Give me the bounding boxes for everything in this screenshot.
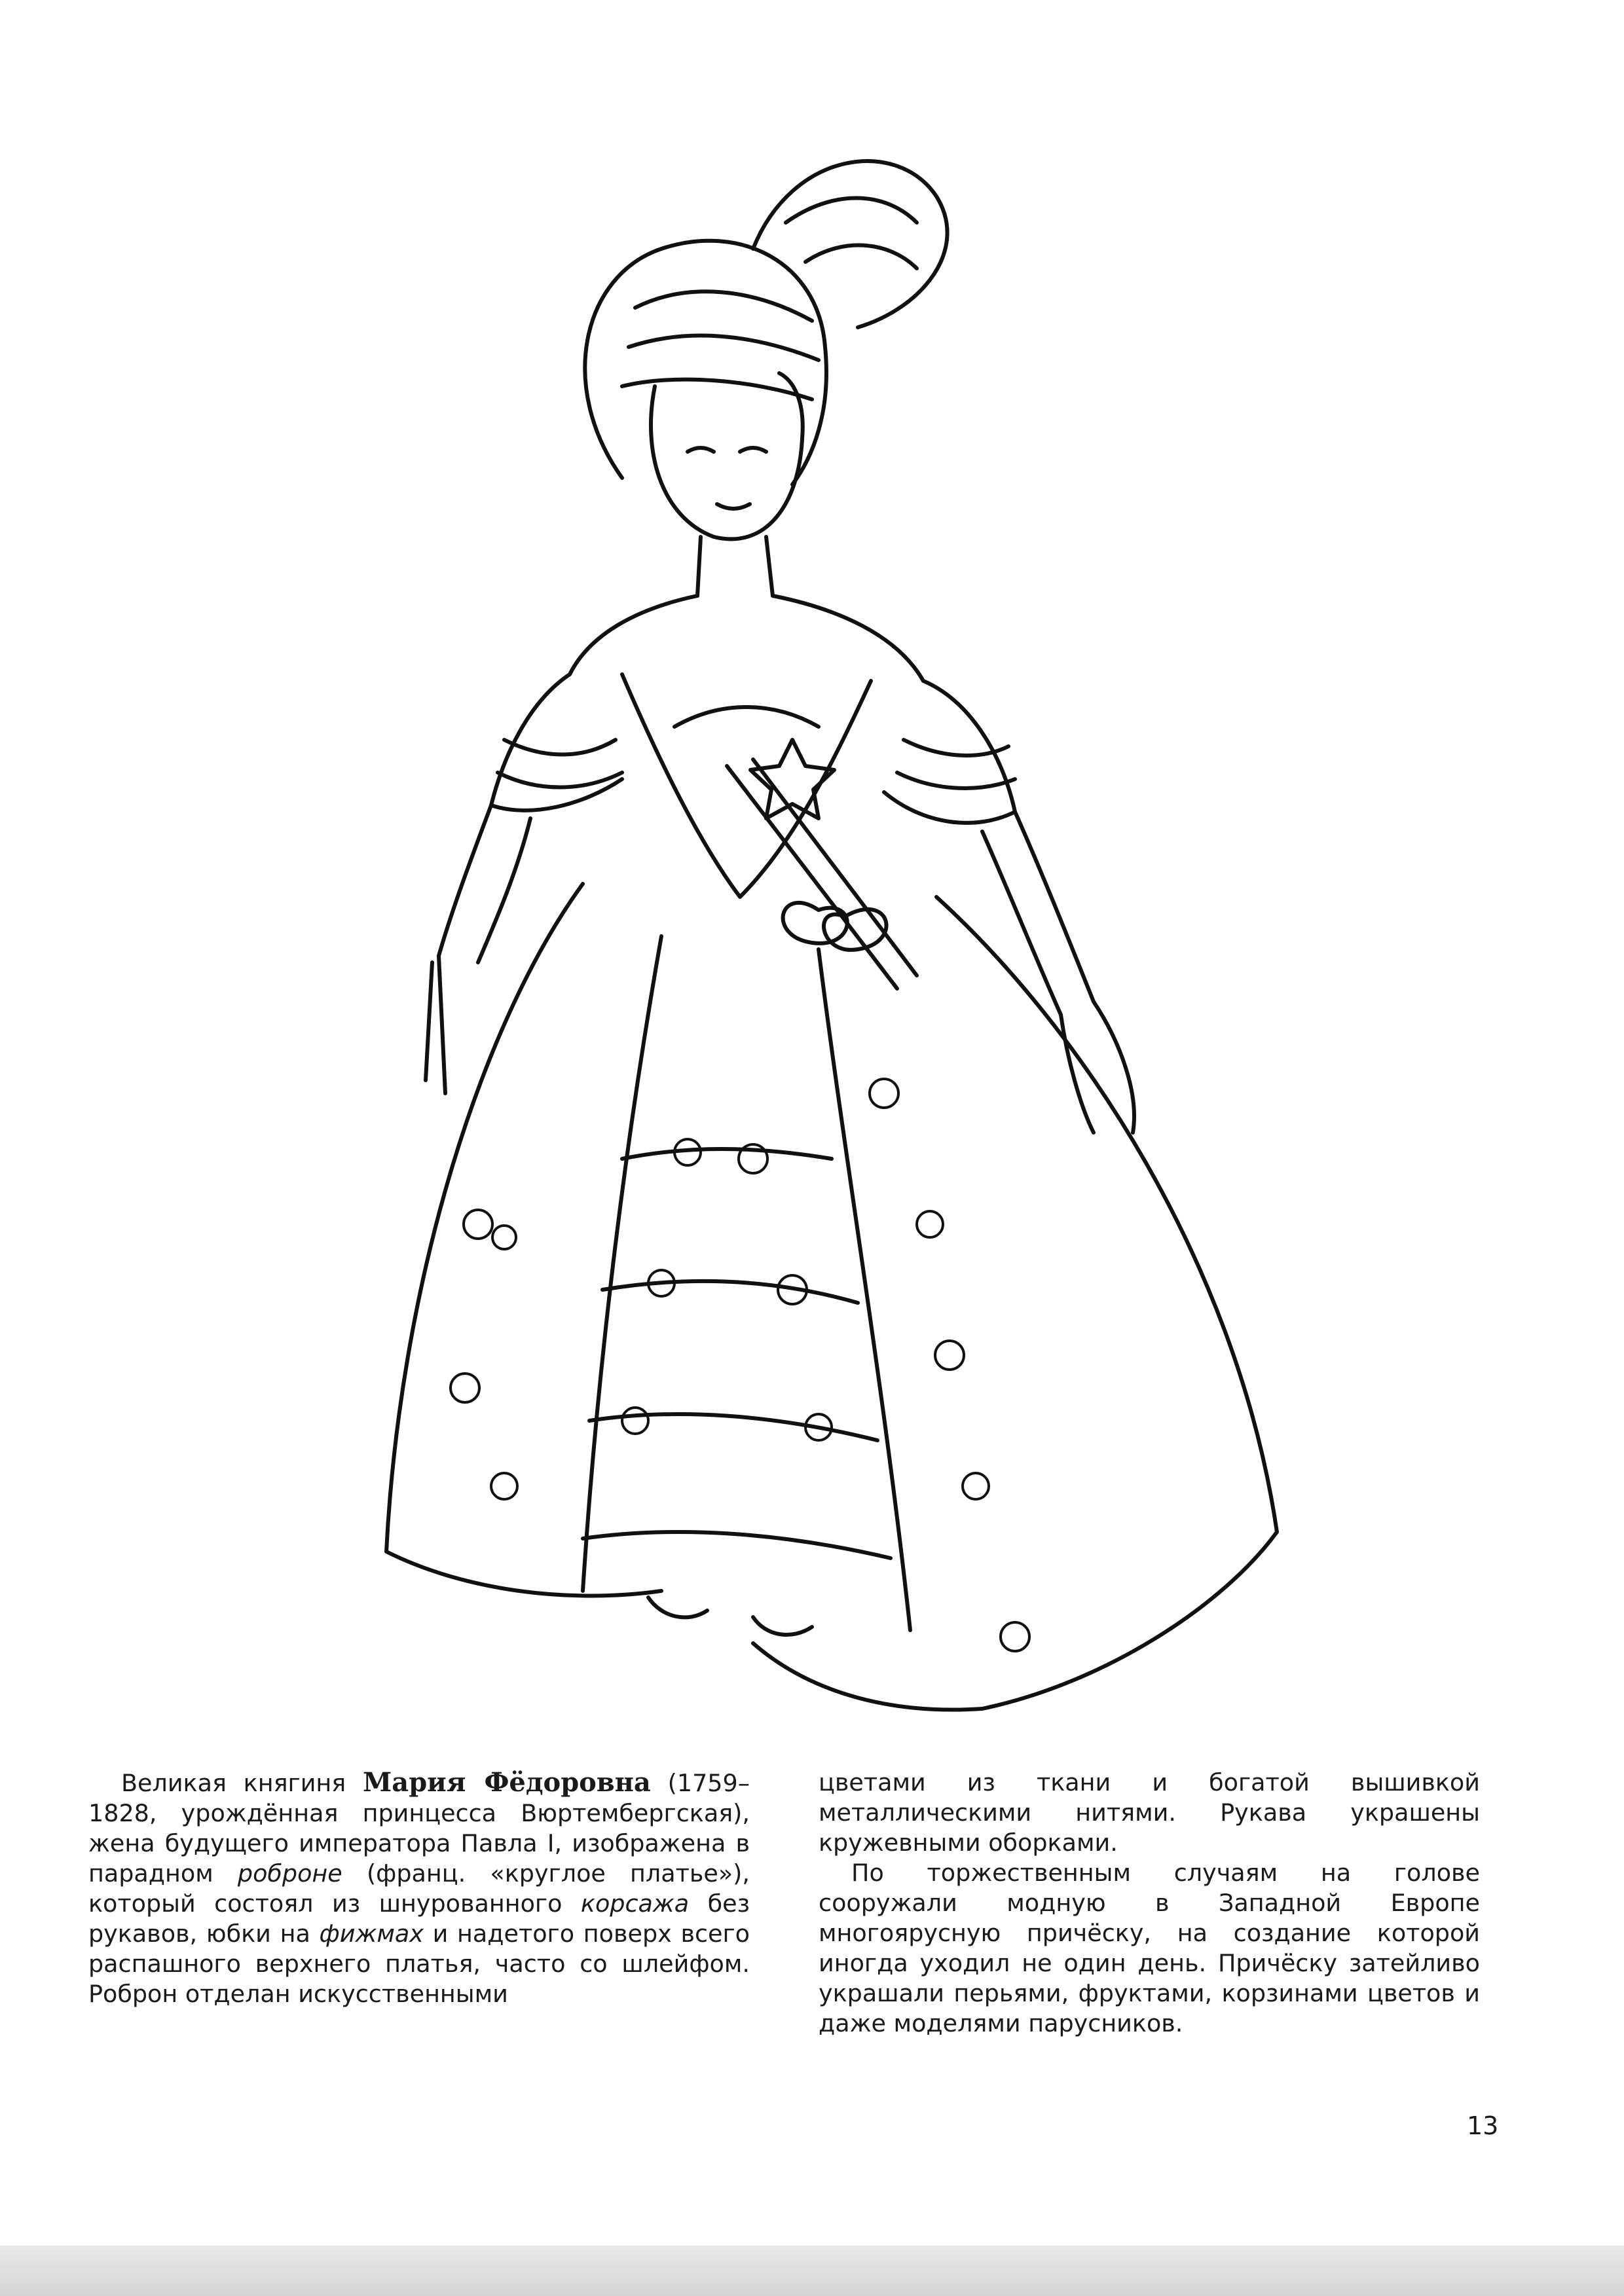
caption-text: без рукавов, юбки на — [88, 1889, 750, 1948]
caption-paragraph-1 — [88, 1768, 750, 2009]
subject-name: Мария Фёдоровна — [363, 1767, 651, 1798]
caption-column-left — [88, 1768, 750, 2009]
term-corsage: корсажа — [580, 1889, 690, 1918]
caption-text: (1759–1828, урождённая принцесса Вюртембергская), жена будущего императора Павла I, изображена в парадном — [88, 1769, 750, 1887]
scan-bottom-band — [0, 2246, 1624, 2296]
caption-column-right — [819, 1768, 1480, 2039]
caption-text: и надетого поверх всего распашного верхнего платья, часто со шлейфом. Роброн отделан искусственными — [88, 1920, 750, 2008]
caption-paragraph-2: По торжественным случаям на голове сооружали модную в Западной Европе многоярусную причёску, на создание которой иногда уходил не один день. Причёску затейливо украшали перьями, фруктами, корзинами цветов и даже моделями парусников. — [819, 1859, 1480, 2037]
caption-text: (франц. «круглое платье»), который состоял из шнурованного — [88, 1859, 750, 1918]
page-number: 13 — [1467, 2111, 1499, 2140]
illustration-lady-in-court-gown — [164, 111, 1408, 1761]
term-fizhmy: фижмах — [319, 1920, 424, 1948]
caption-paragraph-1-continued: цветами из ткани и богатой вышивкой металлическими нитями. Рукава украшены кружевными оборками. — [819, 1768, 1480, 1857]
term-robron: роброне — [237, 1859, 342, 1887]
caption-text: Великая княгиня — [121, 1769, 363, 1797]
